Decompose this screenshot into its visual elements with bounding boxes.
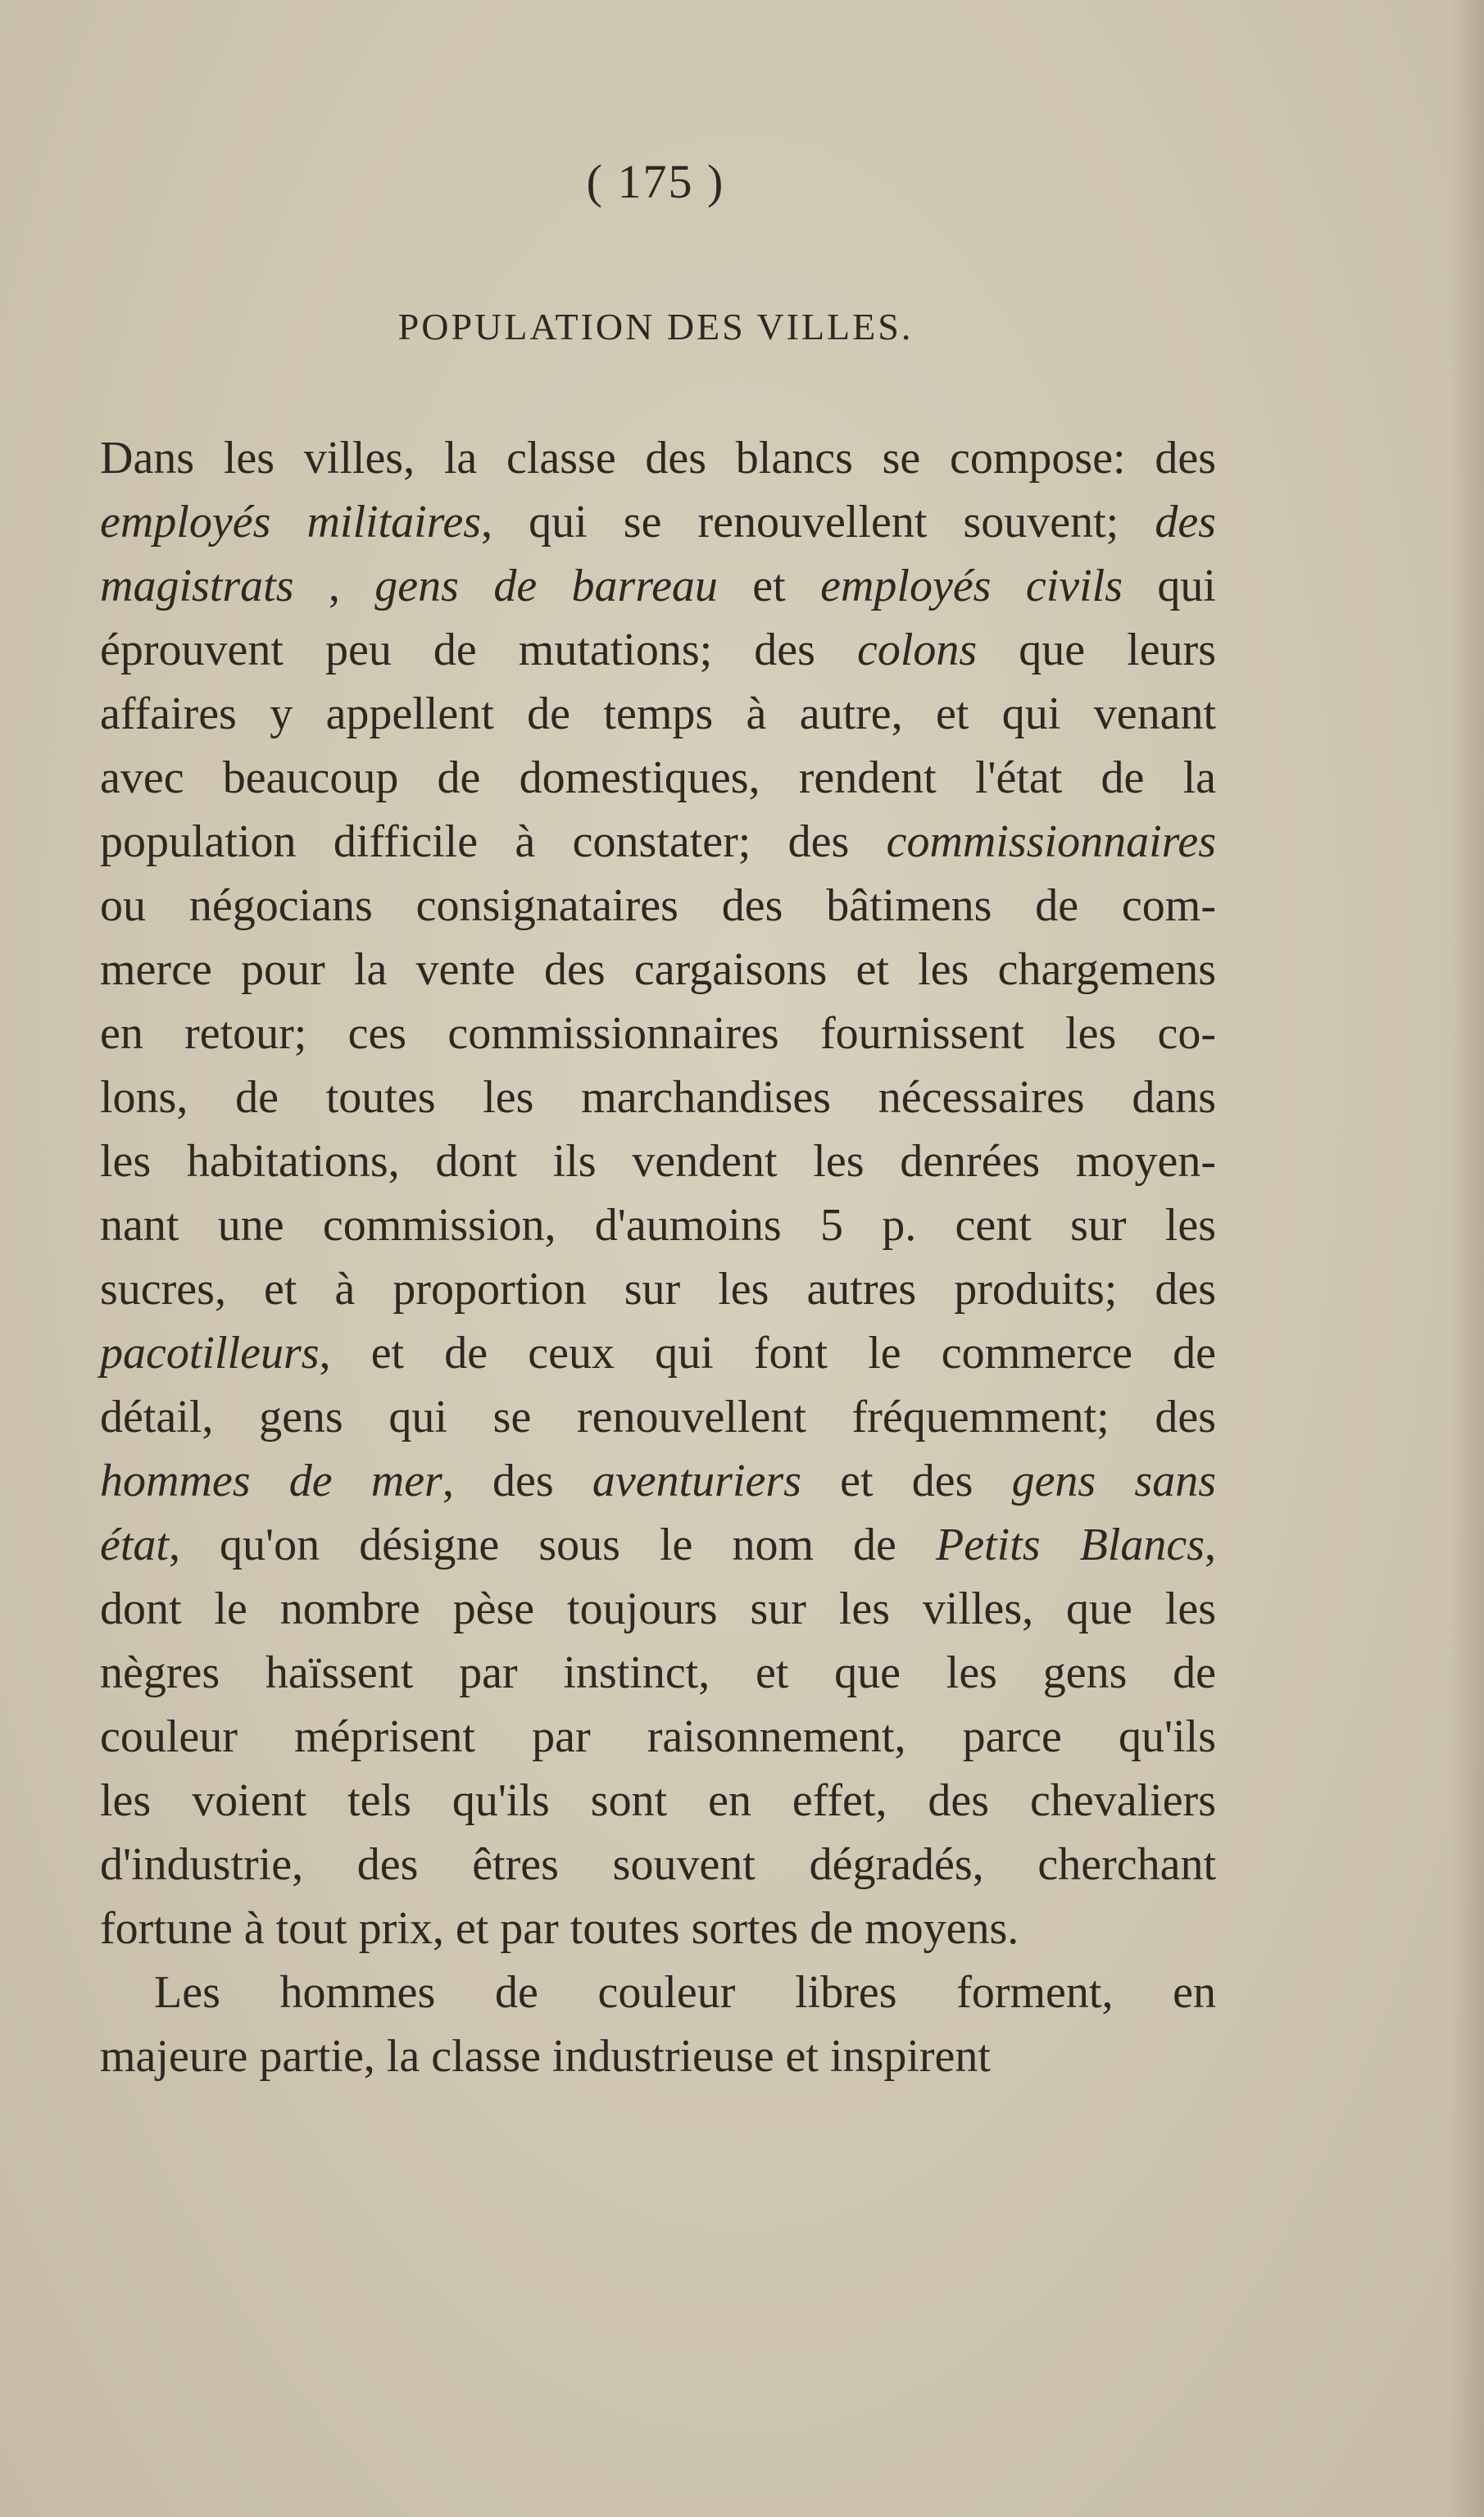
text-line: [100, 1065, 1216, 1129]
text-segment: Dans les villes, la classe des blancs se compose: des: [100, 433, 1216, 484]
text-segment: les voient tels qu'ils sont en effet, des chevaliers: [100, 1775, 1216, 1826]
text-line: [100, 746, 1216, 810]
text-line: [100, 618, 1216, 682]
text-segment: nègres haïssent par instinct, et que les gens de: [100, 1647, 1216, 1698]
text-segment: dont le nombre pèse toujours sur les villes, que les: [100, 1583, 1216, 1634]
italic-text: gens de barreau: [374, 561, 718, 611]
text-line: [100, 2024, 1216, 2088]
italic-text: magistrats: [100, 561, 294, 611]
text-line: [100, 1641, 1216, 1705]
text-segment: , qui se renouvellent souvent;: [481, 497, 1155, 547]
italic-text: des: [1155, 497, 1216, 547]
text-line: [100, 1769, 1216, 1833]
italic-text: aventuriers: [592, 1456, 801, 1506]
text-line: [100, 1129, 1216, 1193]
text-segment: couleur méprisent par raisonnement, parce qu'ils: [100, 1711, 1216, 1762]
text-segment: que leurs: [977, 625, 1216, 675]
text-line: [100, 874, 1216, 938]
italic-text: gens sans: [1011, 1456, 1216, 1506]
italic-text: employés civils: [820, 561, 1123, 611]
text-segment: ou négocians consignataires des bâtimens de com-: [100, 880, 1216, 931]
text-segment: et: [717, 561, 821, 611]
text-line: [100, 554, 1216, 618]
text-segment: affaires y appellent de temps à autre, et qui venant: [100, 688, 1216, 739]
text-segment: sucres, et à proportion sur les autres produits; des: [100, 1264, 1216, 1315]
text-line: [100, 1833, 1216, 1897]
text-segment: , et de ceux qui font le commerce de: [319, 1328, 1216, 1379]
text-line: [100, 1577, 1216, 1641]
text-line: [100, 682, 1216, 746]
text-segment: merce pour la vente des cargaisons et les chargemens: [100, 944, 1216, 995]
italic-text: commissionnaires: [886, 816, 1216, 867]
text-segment: ,: [293, 561, 375, 611]
body-text: [100, 426, 1216, 2088]
text-line: [100, 1897, 1216, 1960]
text-line: [100, 1449, 1216, 1513]
text-segment: lons, de toutes les marchandises nécessaires dans: [100, 1072, 1216, 1123]
text-line: [100, 1960, 1216, 2024]
text-segment: , des: [442, 1456, 592, 1506]
text-segment: , qu'on désigne sous le nom de: [168, 1520, 936, 1570]
text-line: [100, 1257, 1216, 1321]
text-line: [100, 1002, 1216, 1065]
text-line: [100, 426, 1216, 490]
text-line: [100, 1705, 1216, 1769]
italic-text: employés militaires: [100, 497, 482, 547]
text-segment: majeure partie, la classe industrieuse et inspirent: [100, 2031, 991, 2082]
italic-text: Petits Blancs: [935, 1520, 1205, 1570]
section-heading: POPULATION DES VILLES.: [397, 306, 914, 348]
text-segment: et des: [801, 1456, 1012, 1506]
text-line: [100, 490, 1216, 554]
text-segment: fortune à tout prix, et par toutes sortes de moyens.: [100, 1903, 1019, 1954]
text-segment: population difficile à constater; des: [100, 816, 887, 867]
text-segment: détail, gens qui se renouvellent fréquemment; des: [100, 1392, 1216, 1443]
text-segment: d'industrie, des êtres souvent dégradés, cherchant: [100, 1839, 1216, 1890]
text-line: [100, 810, 1216, 874]
italic-text: colons: [856, 625, 978, 675]
text-segment: éprouvent peu de mutations; des: [100, 625, 857, 675]
text-line: [100, 1513, 1216, 1577]
italic-text: hommes de mer: [100, 1456, 442, 1506]
text-segment: Les hommes de couleur libres forment, en: [154, 1967, 1216, 2018]
italic-text: état: [100, 1520, 169, 1570]
text-segment: qui: [1123, 561, 1216, 611]
page-number: ( 175 ): [586, 155, 725, 208]
text-segment: avec beaucoup de domestiques, rendent l'état de la: [100, 752, 1216, 803]
text-line: [100, 938, 1216, 1002]
text-line: [100, 1193, 1216, 1257]
text-line: [100, 1385, 1216, 1449]
text-segment: ,: [1205, 1520, 1216, 1570]
text-line: [100, 1321, 1216, 1385]
text-segment: en retour; ces commissionnaires fournissent les co-: [100, 1008, 1216, 1059]
italic-text: pacotilleurs: [100, 1328, 320, 1379]
text-segment: les habitations, dont ils vendent les denrées moyen-: [100, 1136, 1216, 1187]
text-segment: nant une commission, d'aumoins 5 p. cent sur les: [100, 1200, 1216, 1251]
